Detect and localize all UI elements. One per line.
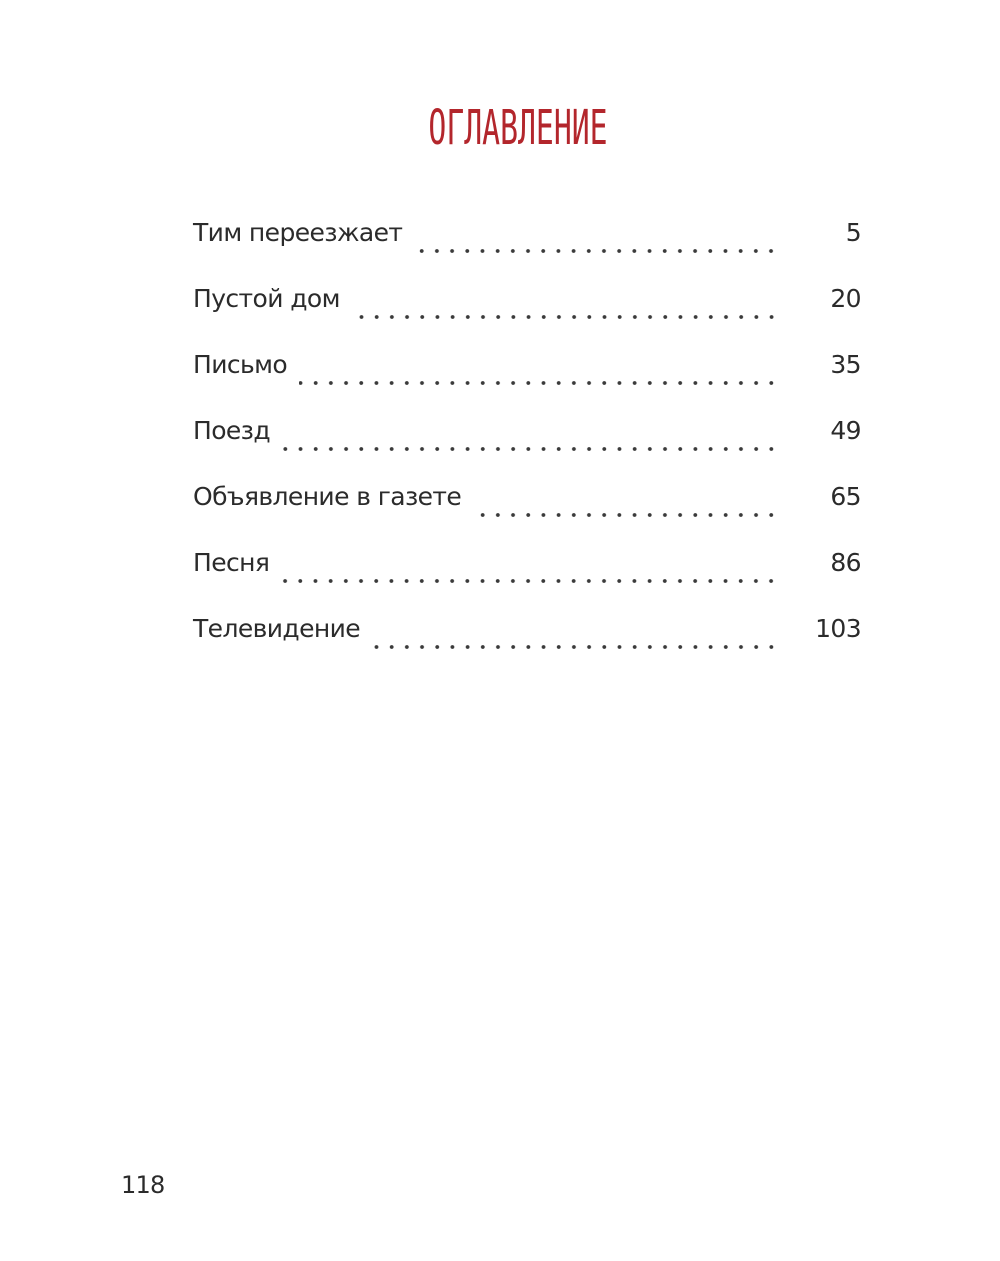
dot-leader: [473, 513, 779, 517]
toc-entry: [193, 406, 861, 472]
page-title: ОГЛАВЛЕНИЕ: [428, 100, 608, 157]
toc-entry-page: 103: [815, 614, 861, 643]
toc-entry: [193, 208, 861, 274]
table-of-contents: [193, 208, 861, 670]
toc-entry-title: Телевидение: [193, 614, 361, 643]
dot-leader: [352, 315, 779, 319]
toc-entry: [193, 538, 861, 604]
toc-entry: [193, 340, 861, 406]
dot-leader: [372, 645, 779, 649]
toc-entry-page: 5: [845, 218, 861, 247]
dot-leader: [282, 447, 779, 451]
toc-entry-title: Песня: [193, 548, 270, 577]
toc-entry-page: 49: [830, 416, 861, 445]
toc-entry-page: 35: [830, 350, 861, 379]
toc-entry-title: Тим переезжает: [193, 218, 403, 247]
toc-entry: [193, 472, 861, 538]
dot-leader: [299, 381, 779, 385]
toc-entry-title: Объявление в газете: [193, 482, 462, 511]
toc-entry-page: 86: [830, 548, 861, 577]
toc-entry: [193, 274, 861, 340]
toc-entry-title: Пустой дом: [193, 284, 340, 313]
toc-entry-page: 65: [830, 482, 861, 511]
page-number: 118: [121, 1171, 165, 1199]
dot-leader: [281, 579, 779, 583]
toc-entry: [193, 604, 861, 670]
toc-entry-title: Поезд: [193, 416, 271, 445]
toc-entry-page: 20: [830, 284, 861, 313]
toc-entry-title: Письмо: [193, 350, 288, 379]
dot-leader: [414, 249, 779, 253]
